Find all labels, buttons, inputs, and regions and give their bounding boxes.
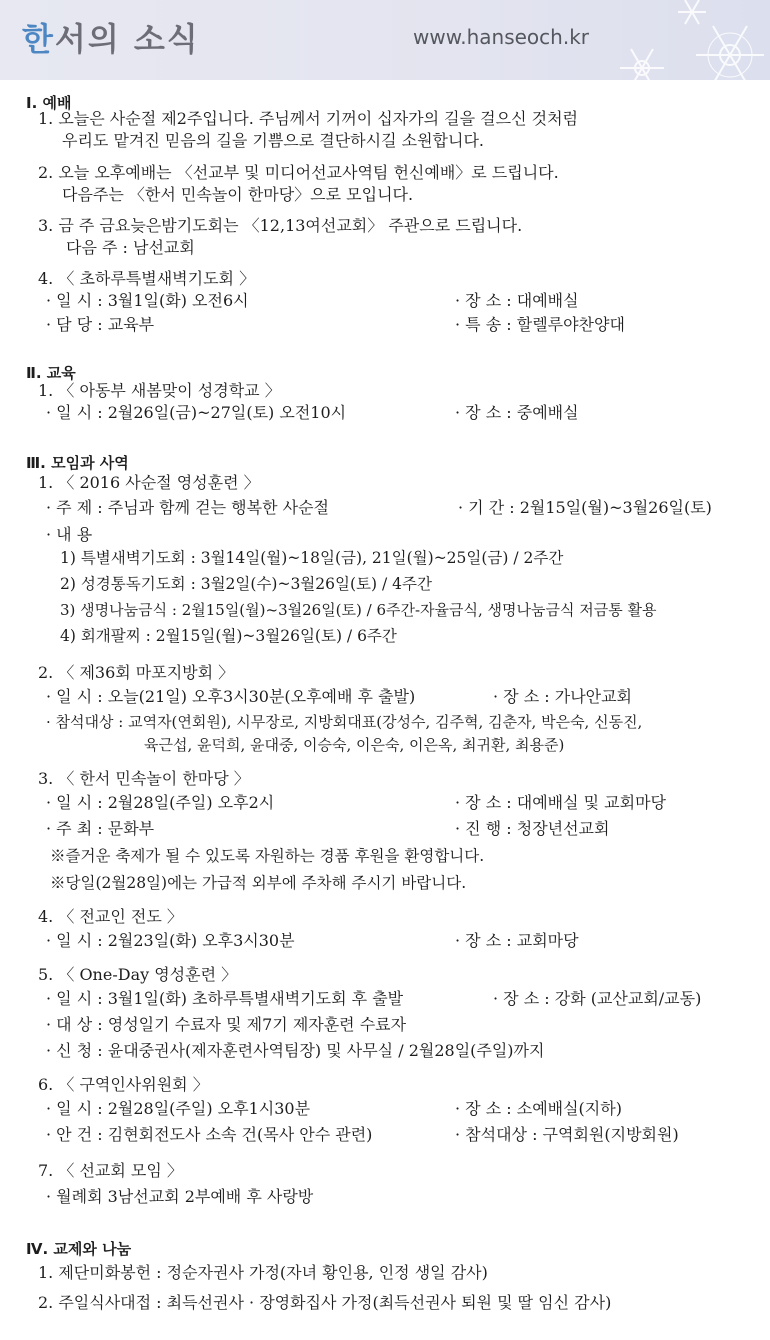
worship-item-1-cont: 우리도 맡겨진 믿음의 길을 기쁨으로 결단하시길 소원합니다. (62, 131, 485, 150)
ministry-item-1: 1. 〈 2016 사순절 영성훈련 〉 (38, 473, 260, 492)
ministry-item-3-organizer: · 진 행 : 청장년선교회 (455, 819, 610, 838)
fellowship-item-2: 2. 주일식사대접 : 최득선권사 · 장영화집사 가정(최득선권사 퇴원 및 딸 임신 감사) (38, 1293, 612, 1312)
ministry-item-5-date: · 일 시 : 3월1일(화) 초하루특별새벽기도회 후 출발 (46, 989, 404, 1008)
ministry-item-1-content-3: 3) 생명나눔금식 : 2월15일(월)~3월26일(토) / 6주간-자율금식, 생명나눔금식 저금통 활용 (60, 601, 657, 619)
ministry-item-1-period: · 기 간 : 2월15일(월)~3월26일(토) (458, 498, 712, 517)
ministry-item-2-place: · 장 소 : 가나안교회 (493, 687, 633, 706)
worship-item-4: 4. 〈 초하루특별새벽기도회 〉 (38, 269, 256, 288)
ministry-item-5-apply: · 신 청 : 윤대중권사(제자훈련사역팀장) 및 사무실 / 2월28일(주일)까지 (46, 1041, 545, 1060)
ministry-item-2-attendees-cont: 육근섭, 윤덕희, 윤대중, 이승숙, 이은숙, 이은옥, 최귀환, 최용준) (144, 736, 565, 754)
newsletter-title (22, 14, 200, 60)
ministry-item-6-place: · 장 소 : 소예배실(지하) (455, 1099, 622, 1118)
section-title-ministry: Ⅲ. 모임과 사역 (26, 454, 129, 472)
worship-item-4-special: · 특 송 : 할렐루야찬양대 (455, 315, 625, 334)
ministry-item-6-date: · 일 시 : 2월28일(주일) 오후1시30분 (46, 1099, 311, 1118)
worship-item-3-cont: 다음 주 : 남선교회 (66, 238, 195, 257)
ministry-item-4: 4. 〈 전교인 전도 〉 (38, 907, 183, 926)
title-part-1: 한 (22, 20, 55, 58)
ministry-item-1-content-4: 4) 회개팔찌 : 2월15일(월)~3월26일(토) / 6주간 (60, 627, 397, 645)
ministry-item-6-attendees: · 참석대상 : 구역회원(지방회원) (455, 1125, 679, 1144)
website-url[interactable]: www.hanseoch.kr (413, 25, 589, 49)
title-part-2: 서의 (54, 20, 121, 58)
worship-item-4-leader: · 담 당 : 교육부 (46, 315, 155, 334)
ministry-item-4-date: · 일 시 : 2월23일(화) 오후3시30분 (46, 931, 295, 950)
ministry-item-3-date: · 일 시 : 2월28일(주일) 오후2시 (46, 793, 275, 812)
worship-item-4-date: · 일 시 : 3월1일(화) 오전6시 (46, 291, 249, 310)
ministry-item-6: 6. 〈 구역인사위원회 〉 (38, 1075, 209, 1094)
ministry-item-7-detail: · 월례회 3남선교회 2부예배 후 사랑방 (46, 1187, 314, 1206)
ministry-item-1-theme: · 주 제 : 주님과 함께 걷는 행복한 사순절 (46, 498, 330, 517)
ministry-item-3-note-2: ※당일(2월28일)에는 가급적 외부에 주차해 주시기 바랍니다. (50, 874, 467, 892)
section-title-education: Ⅱ. 교육 (26, 364, 76, 382)
section-title-fellowship: Ⅳ. 교제와 나눔 (26, 1240, 132, 1258)
snowflake-decoration-icon (580, 0, 770, 110)
ministry-item-6-agenda: · 안 건 : 김현회전도사 소속 건(목사 안수 관련) (46, 1125, 373, 1144)
worship-item-2-cont: 다음주는 〈한서 민속놀이 한마당〉으로 모입니다. (62, 185, 414, 204)
ministry-item-5-place: · 장 소 : 강화 (교산교회/교동) (493, 989, 702, 1008)
ministry-item-3-note-1: ※즐거운 축제가 될 수 있도록 자원하는 경품 후원을 환영합니다. (50, 847, 485, 865)
ministry-item-7: 7. 〈 선교회 모임 〉 (38, 1161, 183, 1180)
ministry-item-1-content-1: 1) 특별새벽기도회 : 3월14일(월)~18일(금), 21일(월)~25일(금) / 2주간 (60, 549, 564, 567)
education-item-1-date: · 일 시 : 2월26일(금)~27일(토) 오전10시 (46, 403, 347, 422)
newsletter-header (0, 0, 770, 80)
worship-item-3: 3. 금 주 금요늦은밤기도회는 〈12,13여선교회〉 주관으로 드립니다. (38, 216, 523, 235)
ministry-item-1-content-2: 2) 성경통독기도회 : 3월2일(수)~3월26일(토) / 4주간 (60, 575, 432, 593)
ministry-item-3: 3. 〈 한서 민속놀이 한마당 〉 (38, 769, 250, 788)
ministry-item-5-target: · 대 상 : 영성일기 수료자 및 제7기 제자훈련 수료자 (46, 1015, 407, 1034)
ministry-item-3-host: · 주 최 : 문화부 (46, 819, 155, 838)
section-title-worship: Ⅰ. 예배 (26, 94, 72, 112)
ministry-item-3-place: · 장 소 : 대예배실 및 교회마당 (455, 793, 667, 812)
ministry-item-4-place: · 장 소 : 교회마당 (455, 931, 579, 950)
education-item-1: 1. 〈 아동부 새봄맞이 성경학교 〉 (38, 381, 281, 400)
ministry-item-1-content-label: · 내 용 (46, 525, 93, 544)
worship-item-4-place: · 장 소 : 대예배실 (455, 291, 579, 310)
fellowship-item-1: 1. 제단미화봉헌 : 정순자권사 가정(자녀 황인용, 인정 생일 감사) (38, 1263, 488, 1282)
worship-item-2: 2. 오늘 오후예배는 〈선교부 및 미디어선교사역팀 헌신예배〉로 드립니다. (38, 163, 559, 182)
ministry-item-2: 2. 〈 제36회 마포지방회 〉 (38, 663, 235, 682)
title-part-3: 소식 (133, 20, 200, 58)
education-item-1-place: · 장 소 : 중예배실 (455, 403, 579, 422)
worship-item-1: 1. 오늘은 사순절 제2주입니다. 주님께서 기꺼이 십자가의 길을 걸으신 것처럼 (38, 109, 578, 128)
ministry-item-2-date: · 일 시 : 오늘(21일) 오후3시30분(오후예배 후 출발) (46, 687, 416, 706)
ministry-item-5: 5. 〈 One-Day 영성훈련 〉 (38, 965, 238, 984)
ministry-item-2-attendees: · 참석대상 : 교역자(연회원), 시무장로, 지방회대표(강성수, 김주혁, 김춘자, 박은숙, 신동진, (46, 713, 643, 731)
